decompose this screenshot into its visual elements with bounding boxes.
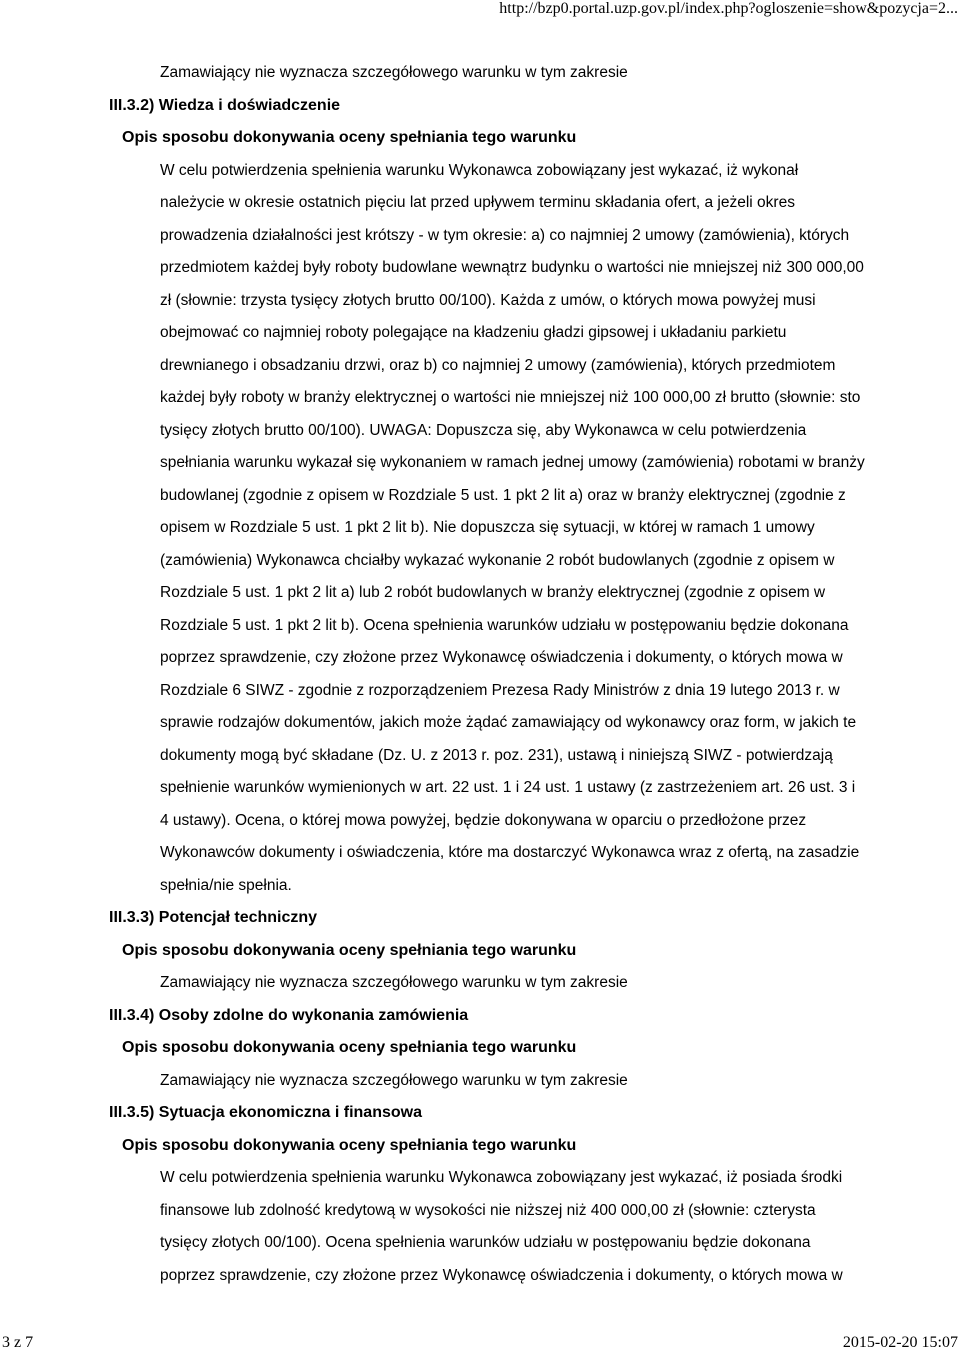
paragraph-line: Rozdziale 6 SIWZ - zgodnie z rozporządzeniem Prezesa Rady Ministrów z dnia 19 lutego 2013 r. w [160,681,840,699]
paragraph-line: Zamawiający nie wyznacza szczegółowego warunku w tym zakresie [160,1071,628,1089]
paragraph-line: Rozdziale 5 ust. 1 pkt 2 lit b). Ocena spełnienia warunków udziału w postępowaniu będzie dokonana [160,616,849,634]
paragraph-line: poprzez sprawdzenie, czy złożone przez Wykonawcę oświadczenia i dokumenty, o których mowa w [160,649,843,666]
paragraph-line: obejmować co najmniej roboty polegające na kładzeniu gładzi gipsowej i układaniu parkietu [160,324,787,341]
paragraph-line: (zamówienia) Wykonawca chciałby wykazać wykonanie 2 robót budowlanych (zgodnie z opisem w [160,551,835,569]
paragraph-line: spełnienie warunków wymienionych w art. 22 ust. 1 i 24 ust. 1 ustawy (z zastrzeżeniem art. 26 ust. 3 i [160,779,856,796]
paragraph-line: Rozdziale 5 ust. 1 pkt 2 lit a) lub 2 robót budowlanych w branży elektrycznej (zgodnie z opisem w [160,584,826,601]
document-content [109,60,892,1295]
section-subtitle: Opis sposobu dokonywania oceny spełniania tego warunku [122,1039,577,1056]
page-url: http://bzp0.portal.uzp.gov.pl/index.php?ogloszenie=show&pozycja=2... [499,0,958,17]
paragraph-line: spełniania warunku wykazał się wykonaniem w ramach jednej umowy (zamówienia) robotami w branży [160,454,865,471]
paragraph-line: prowadzenia działalności jest krótszy - w tym okresie: a) co najmniej 2 umowy (zamówienia), których [160,226,850,244]
section-title: III.3.5) Sytuacja ekonomiczna i finansowa [109,1104,422,1121]
paragraph-line: opisem w Rozdziale 5 ust. 1 pkt 2 lit b). Nie dopuszcza się sytuacji, w której w ramach 1 umowy [160,519,815,536]
paragraph-line: Zamawiający nie wyznacza szczegółowego warunku w tym zakresie [160,974,628,991]
section-subtitle: Opis sposobu dokonywania oceny spełniania tego warunku [122,129,577,146]
paragraph-line: Zamawiający nie wyznacza szczegółowego warunku w tym zakresie [160,64,628,81]
paragraph-line: spełnia/nie spełnia. [160,876,292,894]
section-title: III.3.3) Potencjał techniczny [109,909,318,926]
paragraph-line: poprzez sprawdzenie, czy złożone przez Wykonawcę oświadczenia i dokumenty, o których mowa w [160,1266,843,1284]
paragraph-line: drewnianego i obsadzaniu drzwi, oraz b) co najmniej 2 umowy (zamówienia), których przedmiotem [160,356,836,374]
paragraph-line: W celu potwierdzenia spełnienia warunku Wykonawca zobowiązany jest wykazać, iż wykonał [160,161,799,179]
print-datetime: 2015-02-20 15:07 [842,1334,958,1351]
paragraph-line: każdej były roboty w branży elektrycznej o wartości nie mniejszej niż 100 000,00 zł brutto (słownie: sto [160,389,861,406]
section-body [122,158,892,906]
paragraph-line: budowlanej (zgodnie z opisem w Rozdziale 5 ust. 1 pkt 2 lit a) oraz w branży elektrycznej (zgodnie z [160,486,846,504]
paragraph-line: 4 ustawy). Ocena, o której mowa powyżej, będzie dokonywana w oparciu o przedłożone przez [160,811,807,829]
paragraph-line: W celu potwierdzenia spełnienia warunku Wykonawca zobowiązany jest wykazać, iż posiada środki [160,1169,843,1186]
paragraph-line: zł (słownie: trzysta tysięcy złotych brutto 00/100). Każda z umów, o których mowa powyżej musi [160,291,816,309]
paragraph-line: finansowe lub zdolność kredytową w wysokości nie niższej niż 400 000,00 zł (słownie: czterysta [160,1201,816,1219]
paragraph-line: dokumenty mogą być składane (Dz. U. z 2013 r. poz. 231), ustawą i niniejszą SIWZ - potwierdzają [160,746,833,764]
page-number: 3 z 7 [2,1334,34,1351]
paragraph-line: tysięcy złotych brutto 00/100). UWAGA: Dopuszcza się, aby Wykonawca w celu potwierdzenia [160,421,807,439]
paragraph-line: przedmiotem każdej były roboty budowlane wewnątrz budynku o wartości nie mniejszej niż 300 000,00 [160,259,864,276]
section-title: III.3.2) Wiedza i doświadczenie [109,96,341,114]
paragraph-line: tysięcy złotych 00/100). Ocena spełnienia warunków udziału w postępowaniu będzie dokonana [160,1234,811,1251]
section-subtitle: Opis sposobu dokonywania oceny spełniania tego warunku [122,1136,577,1154]
paragraph-line: sprawie rodzajów dokumentów, jakich może żądać zamawiający od wykonawcy oraz form, w jakich te [160,714,857,731]
section-subtitle: Opis sposobu dokonywania oceny spełniania tego warunku [122,941,577,959]
paragraph-line: Wykonawców dokumenty i oświadczenia, które ma dostarczyć Wykonawca wraz z ofertą, na zasadzie [160,844,860,861]
paragraph-line: należycie w okresie ostatnich pięciu lat przed upływem terminu składania ofert, a jeżeli okres [160,194,795,211]
section-title: III.3.4) Osoby zdolne do wykonania zamówienia [109,1006,469,1024]
section-body [122,1165,892,1295]
